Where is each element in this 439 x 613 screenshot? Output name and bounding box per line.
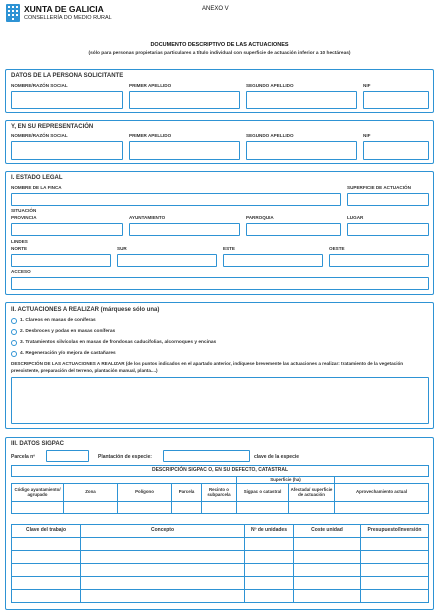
- clave-especie-label: clave de la especie: [254, 454, 300, 460]
- superficie-label: SUPERFICIE DE ACTUACIÓN: [347, 185, 411, 190]
- org-name: XUNTA DE GALICIA: [24, 4, 104, 14]
- col-recinto: Recinto o subparcela: [202, 484, 237, 502]
- norte-label: NORTE: [11, 246, 28, 251]
- col-coste: Coste unidad: [294, 525, 361, 538]
- table-row: [12, 590, 429, 603]
- col-parcela: Parcela: [172, 484, 202, 502]
- acceso-input[interactable]: [11, 277, 429, 290]
- este-label: ESTE: [223, 246, 235, 251]
- solicitante-section: [5, 69, 434, 113]
- oeste-label: OESTE: [329, 246, 345, 251]
- sigpac-section: [5, 437, 434, 610]
- representacion-section: [5, 120, 434, 164]
- ayuntamiento-input[interactable]: [129, 223, 240, 236]
- nif-input[interactable]: [363, 141, 429, 160]
- nombre-input[interactable]: [11, 91, 123, 109]
- descripcion-label: DESCRIPCIÓN DE LAS ACTUACIONES A REALIZAR (de los puntos indicados en el apartado anterior, indíquese brevemente las actuaciones a realizar: tratamiento de la vegetación preexistente, preparación del terreno, plantación manual, planta....): [11, 361, 404, 373]
- option-1-label: 1. Clareos en masas de coníferas: [20, 318, 96, 323]
- situacion-label: SITUACIÓN: [11, 208, 37, 213]
- finca-label: NOMBRE DE LA FINCA: [11, 185, 62, 190]
- section-title: Y, EN SU REPRESENTACIÓN: [11, 124, 94, 130]
- sigpac-desc-header: DESCRIPCIÓN SIGPAC O, EN SU DEFECTO, CATASTRAL: [12, 466, 429, 477]
- option-2-radio[interactable]: [11, 329, 17, 335]
- option-3-label: 3. Tratamientos silvícolas en masas de frondosas caducifolias, alcornoques y encinas: [20, 340, 217, 345]
- apellido2-label: SEGUNDO APELLIDO: [246, 133, 294, 138]
- col-codigo: Código ayuntamiento/ agrupado: [12, 484, 64, 502]
- actuaciones-section: [5, 302, 434, 429]
- section-title: II. ACTUACIONES A REALIZAR (márquese sólo una): [11, 307, 160, 313]
- apellido2-label: SEGUNDO APELLIDO: [246, 83, 294, 88]
- col-afectada: Afectada/ superficie de actuación: [289, 484, 335, 502]
- table-row: [12, 564, 429, 577]
- superficie-ha-header: Superficie (ha): [237, 477, 335, 484]
- col-concepto: Concepto: [81, 525, 245, 538]
- apellido1-label: PRIMER APELLIDO: [129, 133, 172, 138]
- provincia-input[interactable]: [11, 223, 123, 236]
- document-title: DOCUMENTO DESCRIPTIVO DE LAS ACTUACIONES: [150, 42, 289, 48]
- section-title: I. ESTADO LEGAL: [11, 175, 63, 181]
- dept-name: CONSELLERÍA DO MEDIO RURAL: [24, 15, 112, 21]
- plantacion-label: Plantación de especie:: [98, 454, 152, 460]
- parroquia-input[interactable]: [246, 223, 341, 236]
- lindes-label: LINDES: [11, 239, 28, 244]
- norte-input[interactable]: [11, 254, 111, 267]
- col-aprovechamiento: Aprovechamiento actual: [335, 484, 429, 502]
- col-poligono: Polígono: [118, 484, 172, 502]
- option-1-radio[interactable]: [11, 318, 17, 324]
- option-3-radio[interactable]: [11, 340, 17, 346]
- parcela-label: Parcela nº: [11, 454, 36, 460]
- nif-input[interactable]: [363, 91, 429, 109]
- este-input[interactable]: [223, 254, 323, 267]
- col-unidades: Nº de unidades: [245, 525, 294, 538]
- provincia-label: PROVINCIA: [11, 215, 37, 220]
- section-title: III. DATOS SIGPAC: [11, 441, 65, 447]
- lugar-input[interactable]: [347, 223, 429, 236]
- parroquia-label: PARROQUIA: [246, 215, 274, 220]
- sigpac-table: [11, 465, 429, 514]
- col-zona: Zona: [64, 484, 118, 502]
- nif-label: NIF: [363, 133, 371, 138]
- nif-label: NIF: [363, 83, 371, 88]
- nombre-input[interactable]: [11, 141, 123, 160]
- document-subtitle: (sólo para personas propietarias particulares a título individual con superficie de actuación inferior a 10 hectáreas): [88, 51, 351, 56]
- apellido2-input[interactable]: [246, 141, 357, 160]
- option-2-label: 2. Desbroces y podas en masas coníferas: [20, 329, 116, 334]
- estado-legal-section: [5, 171, 434, 295]
- table-row: [12, 551, 429, 564]
- apellido1-label: PRIMER APELLIDO: [129, 83, 172, 88]
- option-4-radio[interactable]: [11, 351, 17, 357]
- trabajos-table: [11, 524, 429, 603]
- descripcion-textarea[interactable]: [11, 377, 429, 424]
- xunta-logo-icon: [6, 4, 20, 22]
- section-title: DATOS DE LA PERSONA SOLICITANTE: [11, 73, 124, 79]
- oeste-input[interactable]: [329, 254, 429, 267]
- nombre-label: NOMBRE/RAZÓN SOCIAL: [11, 83, 68, 88]
- acceso-label: ACCESO: [11, 269, 31, 274]
- parcela-input[interactable]: [46, 450, 89, 462]
- table-row: [12, 538, 429, 551]
- sur-input[interactable]: [117, 254, 217, 267]
- lugar-label: LUGAR: [347, 215, 364, 220]
- col-clave-trabajo: Clave del trabajo: [12, 525, 81, 538]
- table-row: [12, 502, 429, 514]
- col-presupuesto: Presupuesto/Inversión: [361, 525, 429, 538]
- sur-label: SUR: [117, 246, 127, 251]
- apellido2-input[interactable]: [246, 91, 357, 109]
- xunta-logo: [6, 4, 20, 22]
- ayuntamiento-label: AYUNTAMIENTO: [129, 215, 166, 220]
- plantacion-input[interactable]: [163, 450, 250, 462]
- nombre-label: NOMBRE/RAZÓN SOCIAL: [11, 133, 68, 138]
- superficie-input[interactable]: [347, 193, 429, 206]
- table-row: [12, 577, 429, 590]
- apellido1-input[interactable]: [129, 91, 240, 109]
- option-4-label: 4. Regeneración y/o mejora de castañares: [20, 351, 116, 356]
- finca-input[interactable]: [11, 193, 341, 206]
- col-sigpac: Sigpac o catastral: [237, 484, 289, 502]
- annex-label: ANEXO V: [202, 6, 229, 12]
- apellido1-input[interactable]: [129, 141, 240, 160]
